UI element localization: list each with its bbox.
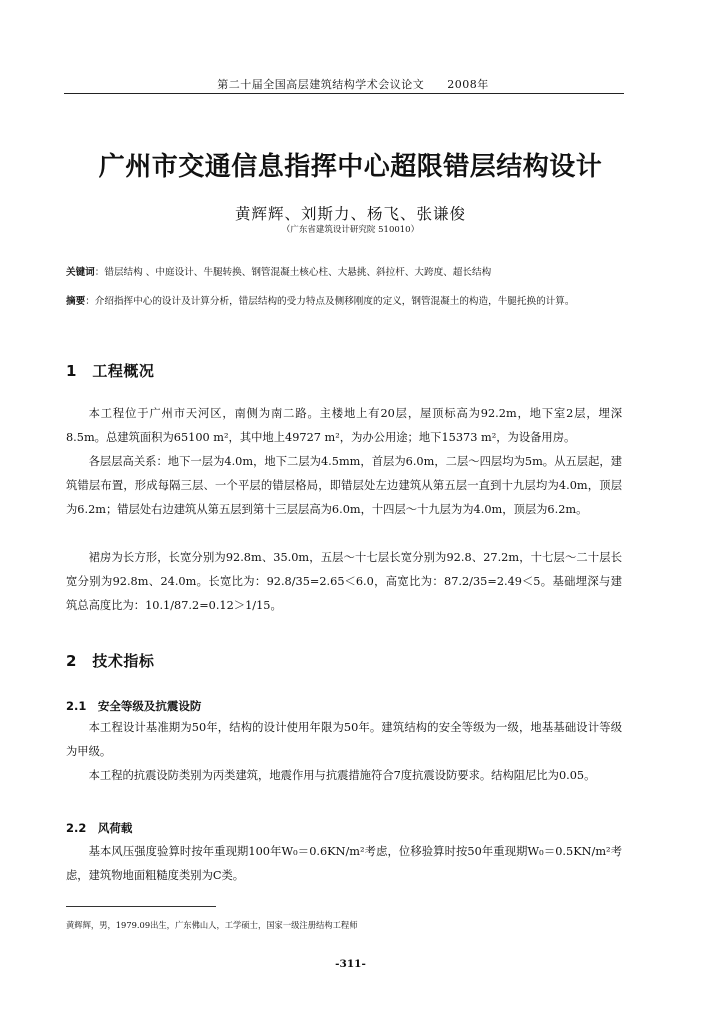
footnote: 黄辉辉，男，1979.09出生，广东佛山人，工学硕士，国家一级注册结构工程师 (66, 920, 358, 930)
section-heading-1: 1 工程概况 (66, 362, 155, 380)
abstract (66, 290, 626, 314)
section-heading-2: 2 技术指标 (66, 652, 155, 670)
keywords-text: ：错层结构 、中庭设计、牛腿转换、钢管混凝土核心柱、大悬挑、斜拉杆、大跨度、超长结构 (94, 267, 492, 278)
paragraph: 本工程的抗震设防类别为丙类建筑，地震作用与抗震措施符合7度抗震设防要求。结构阻尼比为0.05。 (88, 769, 596, 782)
abstract-label: 摘要 (66, 296, 86, 307)
paper-title: 广州市交通信息指挥中心超限错层结构设计 (98, 152, 603, 182)
subsection-heading-2-2: 2.2 风荷载 (66, 821, 133, 835)
footnote-rule (66, 906, 216, 907)
author-list: 黄辉辉、刘斯力、杨飞、张谦俊 (234, 205, 466, 223)
subsection-heading-2-1: 2.1 安全等级及抗震设防 (66, 699, 202, 713)
running-header: 第二十届全国高层建筑结构学术会议论文 2008年 (217, 78, 489, 91)
affiliation: （广东省建筑设计研究院 510010） (281, 225, 420, 235)
paragraph: 各层层高关系：地下一层为4.0m，地下二层为4.5mm，首层为6.0m，二层～四层均为5m。从五层起，建筑错层布置，形成每隔三层、一个平层的错层格局，即错层处左边建筑从第五层一直到十九层均为4.0m，顶层为6.2m；错层处右边建筑从第五层到第十三层层高为6.0m，十四层～十九层为为4.0m，顶层为6.2m。 (66, 455, 622, 516)
abstract-text: ：介绍指挥中心的设计及计算分析，错层结构的受力特点及侧移刚度的定义，钢管混凝土的构造，牛腿托换的计算。 (85, 296, 575, 307)
paragraph: 本工程设计基准期为50年，结构的设计使用年限为50年。建筑结构的安全等级为一级，地基基础设计等级为甲级。 (66, 721, 622, 758)
paragraph: 裙房为长方形，长宽分别为92.8m、35.0m，五层～十七层长宽分别为92.8、27.2m，十七层～二十层长宽分别为92.8m、24.0m。长宽比为：92.8/35=2.65＜6.0，高宽比为：87.2/35=2.49＜5。基础埋深与建筑总高度比为：10.1/87.2=0.12＞1/15。 (66, 551, 622, 612)
paragraph: 基本风压强度验算时按年重现期100年W₀＝0.6KN/m²考虑，位移验算时按50年重现期W₀＝0.5KN/m²考虑，建筑物地面粗糙度类别为C类。 (66, 845, 622, 882)
page-number: -311- (335, 958, 366, 970)
keywords-label: 关键词 (66, 267, 95, 278)
paragraph: 本工程位于广州市天河区，南侧为南二路。主楼地上有20层，屋顶标高为92.2m，地下室2层，埋深8.5m。总建筑面积为65100 m²，其中地上49727 m²，为办公用途；地下15373 m²，为设备用房。 (66, 407, 622, 444)
keywords (66, 265, 626, 280)
header-rule (64, 93, 624, 94)
